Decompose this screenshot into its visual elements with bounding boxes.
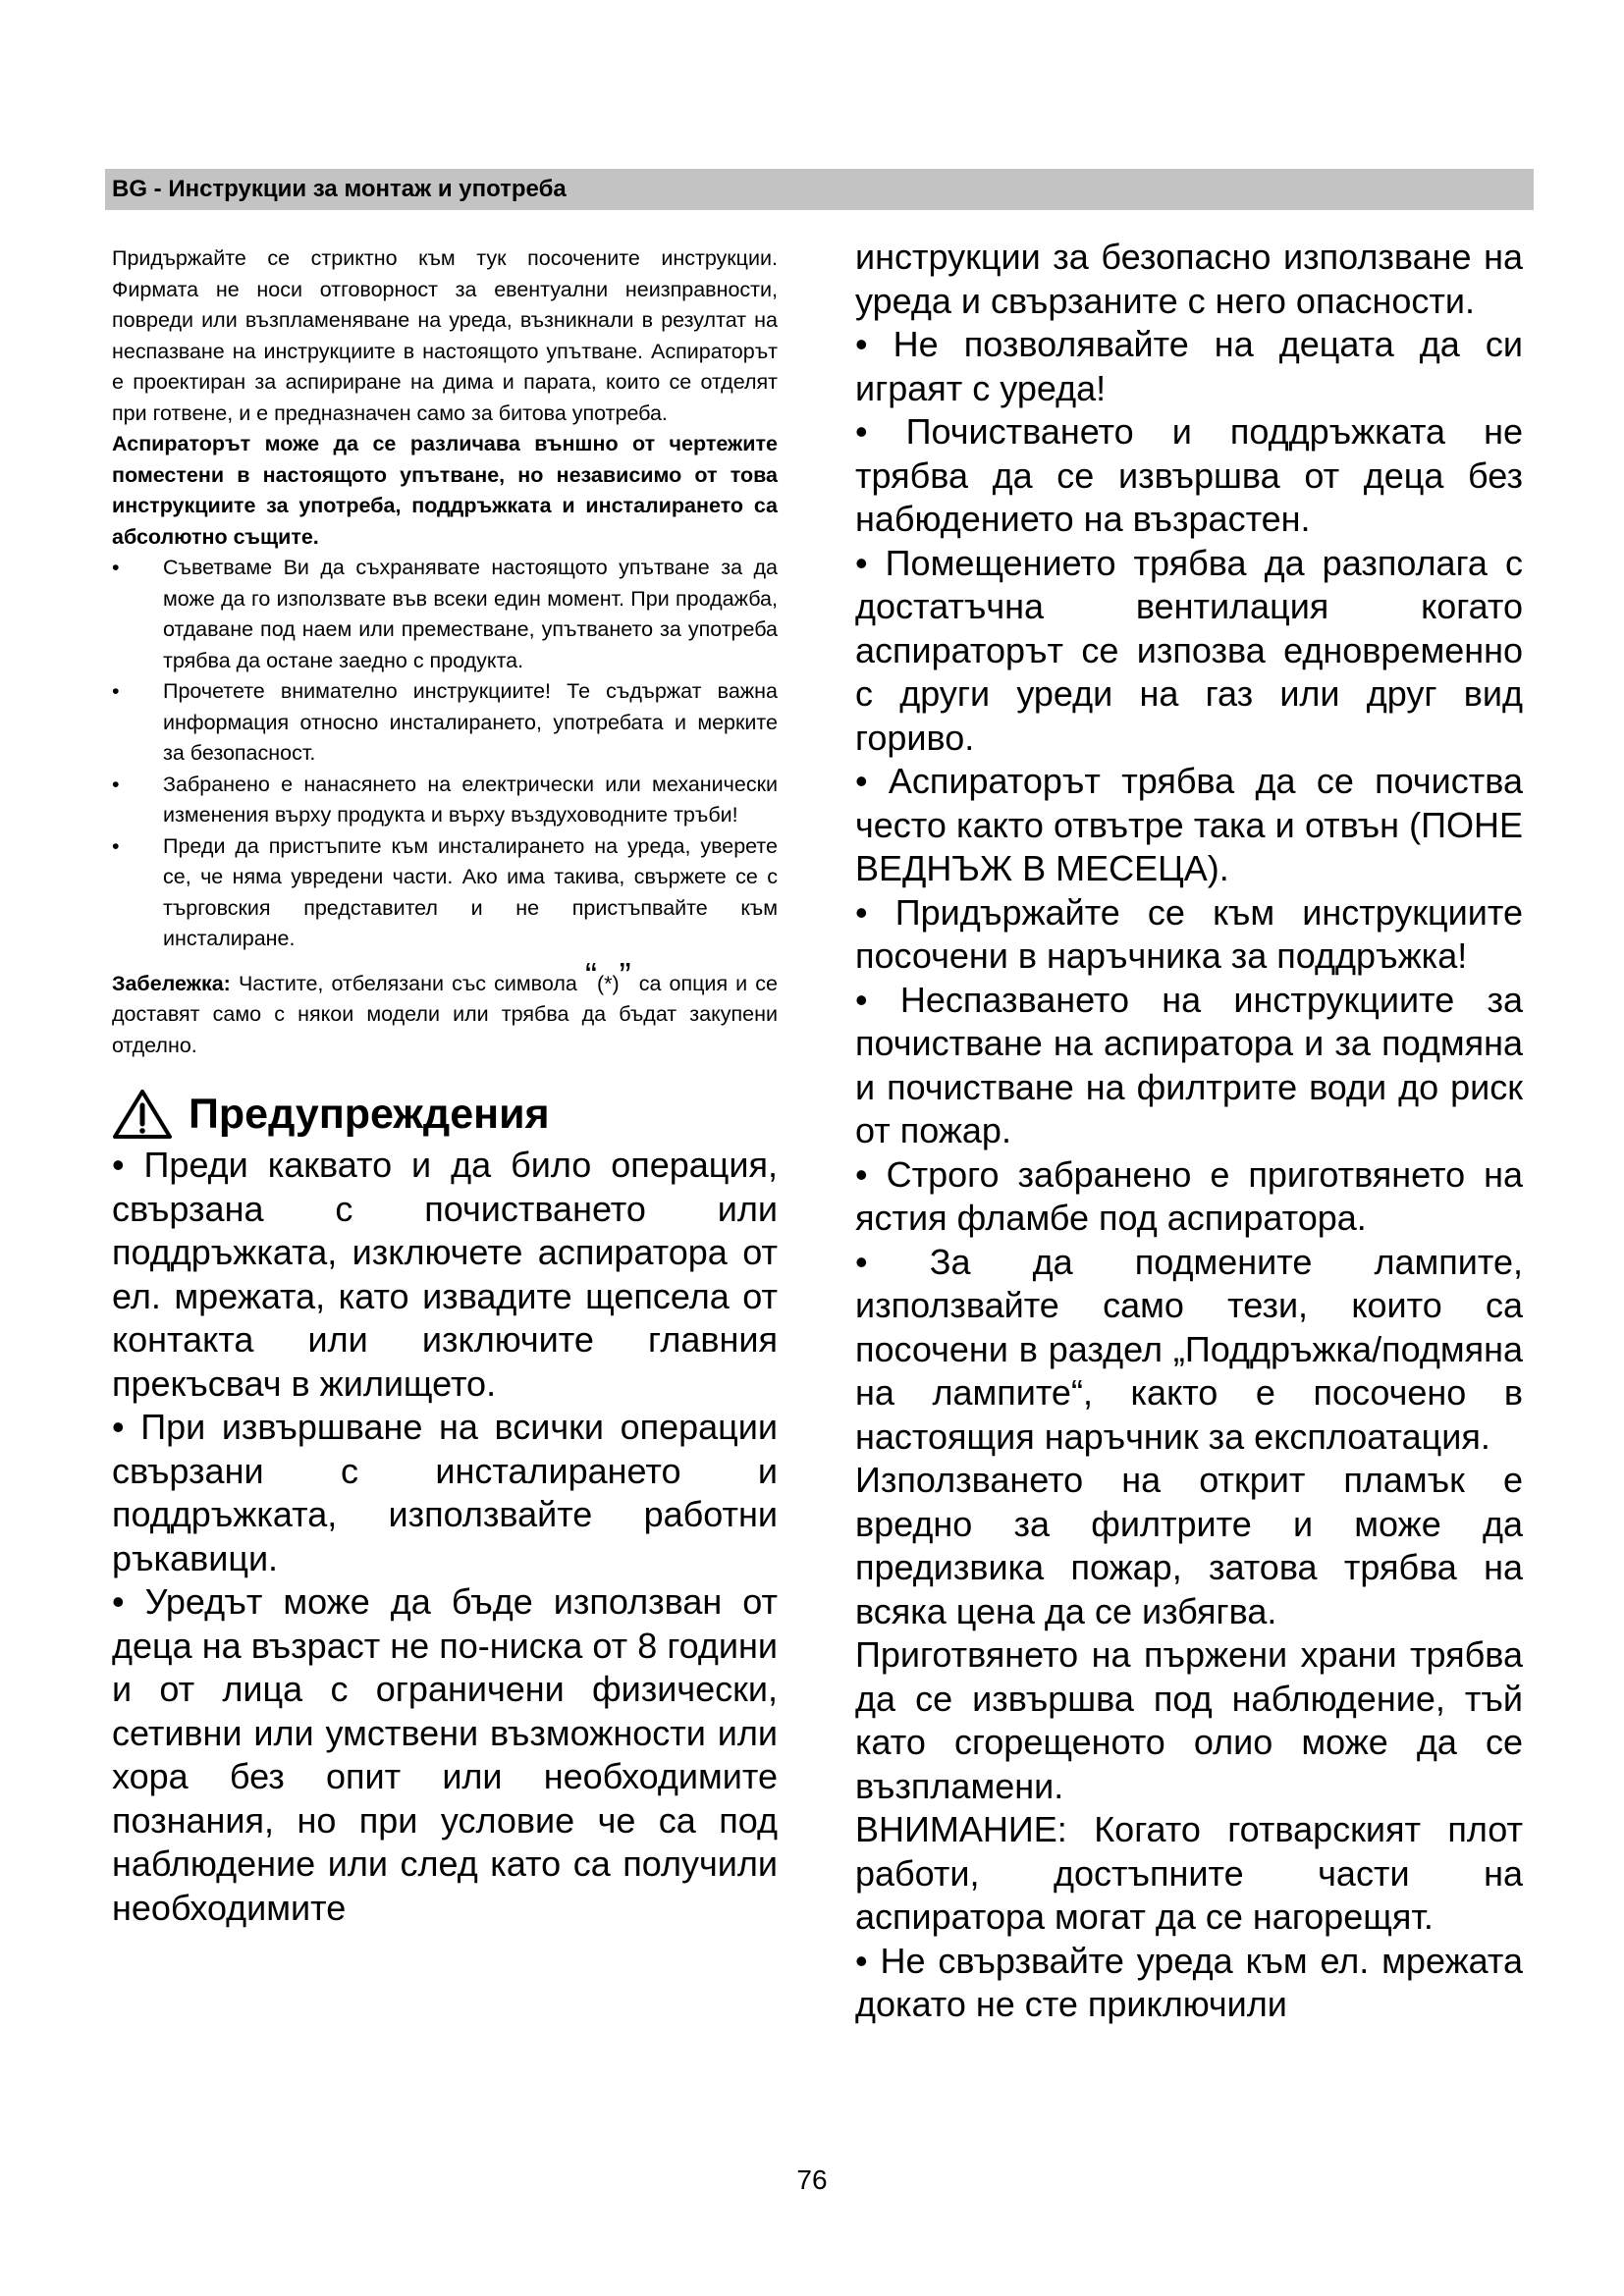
warning-triangle-icon [112,1089,173,1140]
bullet: • [112,833,120,858]
page-number: 76 [796,2164,828,2195]
list-item [112,831,778,955]
warning-paragraph: • За да подмените лампите, използвайте само тези, които са посочени в раздел „Поддръжка/подмяна на лампите“, както е посочено в настоящия наръчник за експлоатация. [855,1241,1523,1457]
warning-paragraph: • Преди каквато и да било операция, свързана с почистването или поддръжката, изключете аспиратора от ел. мрежата, като извадите щепсела от контакта или изключите главния прекъсвач в жилището. [112,1145,778,1404]
warning-paragraph: Приготвянето на пържени храни трябва да се извършва под наблюдение, тъй като сгорещеното олио може да се възпламени. [855,1634,1523,1806]
bullet: • [112,772,120,796]
note-quote-open: “ [584,954,597,995]
warning-paragraph: • При извършване на всички операции свързани с инсталирането и поддръжката, използвайте работни ръкавици. [112,1407,778,1578]
section-header-title: BG - Инструкции за монтаж и употреба [112,176,567,202]
warning-paragraph: Използването на открит пламък е вредно за филтрите и може да предизвика пожар, затова трябва на всяка цена да се избягва. [855,1460,1523,1631]
intro-bold-paragraph: Аспираторът може да се различава външно от чертежите поместени в настоящото упътване, но независимо от това инструкциите за употреба, поддръжката и инсталирането са абсолютно същите. [112,432,778,549]
warning-paragraph: • Придържайте се към инструкциите посочени в наръчника за поддръжка! [855,891,1523,976]
list-item-text: Преди да пристъпите към инсталирането на уреда, уверете се, че няма увредени части. Ако има такива, свържете се с търговския представител и не пристъпвайте към инсталиране. [163,833,778,950]
warning-paragraph: • Строго забранено е приготвянето на ястия фламбе под аспиратора. [855,1153,1523,1238]
warning-paragraph: • Не свързвайте уреда към ел. мрежата докато не сте приключили [855,1940,1523,2024]
warning-paragraph: • Аспираторът трябва да се почиства често както отвътре така и отвън (ПОНЕ ВЕДНЪЖ В МЕСЕЦА). [855,761,1523,888]
warnings-title: Предупреждения [189,1090,550,1138]
note-label: Забележка: [112,971,231,995]
note-symbol: (*) [596,971,620,995]
warnings-heading [112,1085,778,1144]
left-column [112,243,778,1930]
warning-paragraph: • Не позволявайте на децата да си играят с уреда! [855,324,1523,408]
right-column [855,236,1523,2027]
list-item-text: Прочетете внимателно инструкциите! Те съдържат важна информация относно инсталирането, употребата и мерките за безопасност. [163,679,778,765]
note-text-pre: Частите, отбелязани със символа [230,971,585,995]
list-item-text: Забранено е нанасянето на електрически или механически изменения върху продукта и върху въздуховодните тръби! [163,772,778,827]
warning-paragraph: ВНИМАНИЕ: Когато готварският плот работи, достъпните части на аспиратора могат да се нагорещят. [855,1809,1523,1937]
list-item-text: Съветваме Ви да съхранявате настоящото упътване за да може да го използвате във всеки един момент. При продажба, отдаване под наем или преместване, упътването за употреба трябва да остане заедно с продукта. [163,556,778,672]
list-item [112,770,778,831]
instructions-list [112,553,778,955]
intro-paragraph: Придържайте се стриктно към тук посочените инструкции. Фирмата не носи отговорност за евентуални неизправности, повреди или възпламеняване на уреда, възникнали в резултат на неспазване на инструкциите в настоящото упътване. Аспираторът е проектиран за аспириране на дима и парата, които се отделят при готвене, и е предназначен само за битова употреба. [112,246,778,425]
list-item [112,553,778,676]
warning-paragraph: • Почистването и поддръжката не трябва да се извършва от деца без набюдението на възрастен. [855,411,1523,539]
warning-paragraph: • Неспазването на инструкциите за почистване на аспиратора и за подмяна и почистване на филтрите води до риск от пожар. [855,979,1523,1150]
note-paragraph [112,954,778,1062]
section-header [105,169,1534,210]
note-text-post: са опция и се доставят само с някои модели или трябва да бъдат закупени отделно. [112,971,778,1057]
note-quote-close: ” [619,954,631,995]
warning-paragraph: • Помещението трябва да разполага с достатъчна вентилация когато аспираторът се изпозва едновременно с други уреди на газ или друг вид гориво. [855,542,1523,758]
warning-paragraph: инструкции за безопасно използване на уреда и свързаните с него опасности. [855,237,1523,321]
bullet: • [112,679,120,703]
bullet: • [112,556,120,579]
list-item [112,676,778,770]
warning-paragraph: • Уредът може да бъде използван от деца на възраст не по-ниска от 8 години и от лица с ограничени физически, сетивни или умствени възможности или хора без опит или необходимите познания, но при условие че са под наблюдение или след като са получили необходимите [112,1581,778,1928]
